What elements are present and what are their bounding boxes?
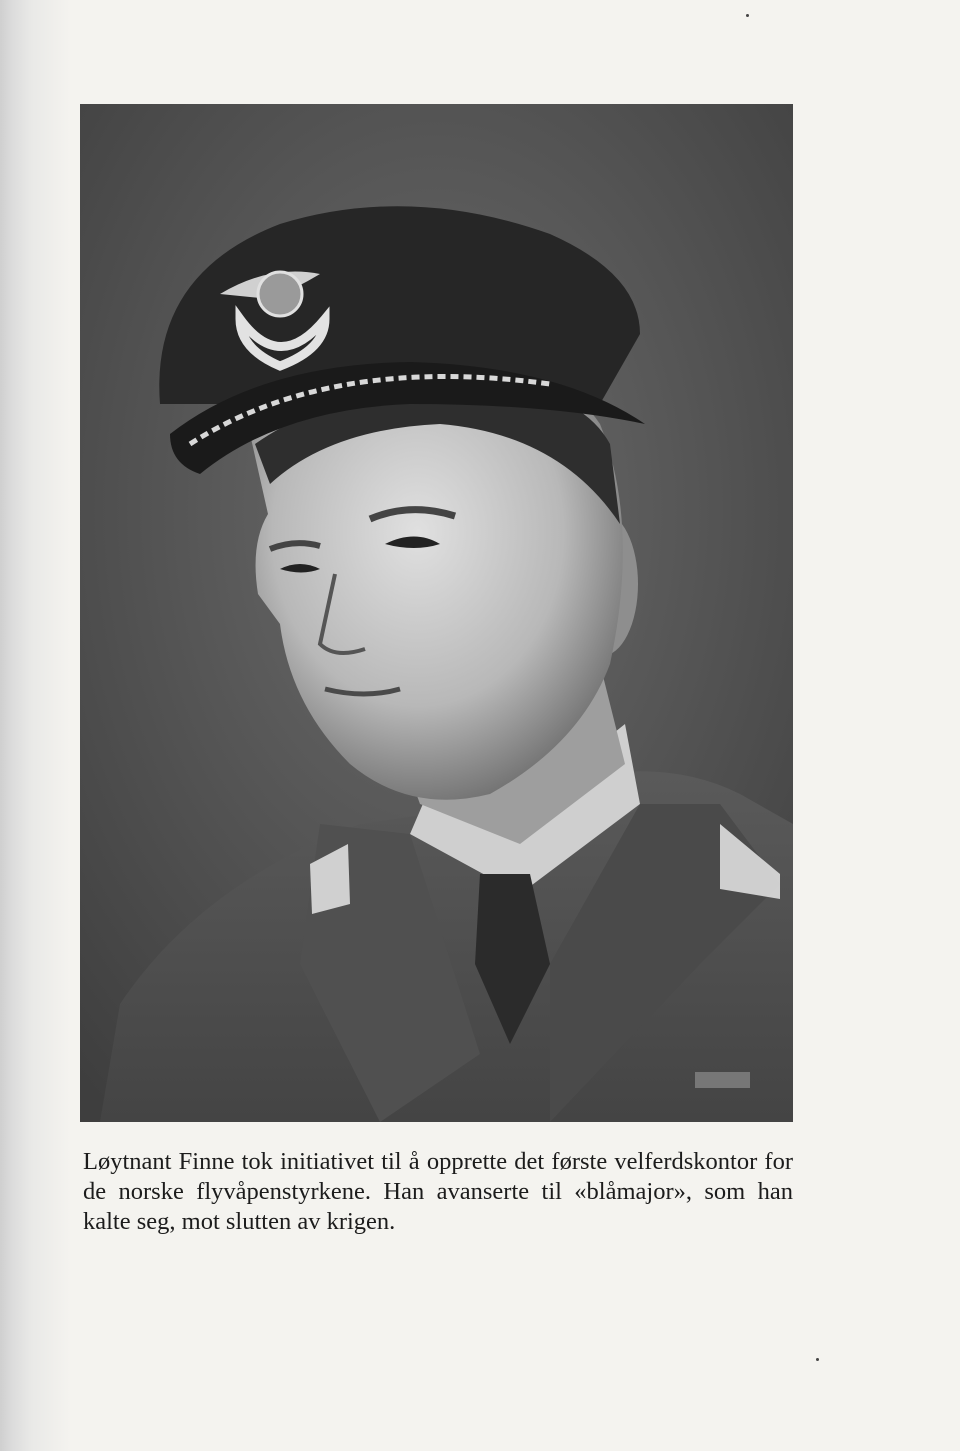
photo-caption xyxy=(83,1147,793,1237)
page-speck xyxy=(816,1358,819,1361)
caption-line: Løytnant Finne tok initiativet til å opprette det første velferdskontor for xyxy=(83,1148,793,1175)
page-gutter-shadow xyxy=(0,0,70,1451)
caption-line: kalte seg, mot slutten av krigen. xyxy=(83,1208,396,1235)
portrait-illustration xyxy=(80,104,793,1122)
page-speck xyxy=(746,14,749,17)
caption-line: de norske flyvåpenstyrkene. Han avanserte til «blåmajor», som han xyxy=(83,1178,793,1205)
portrait-photo xyxy=(80,104,793,1122)
